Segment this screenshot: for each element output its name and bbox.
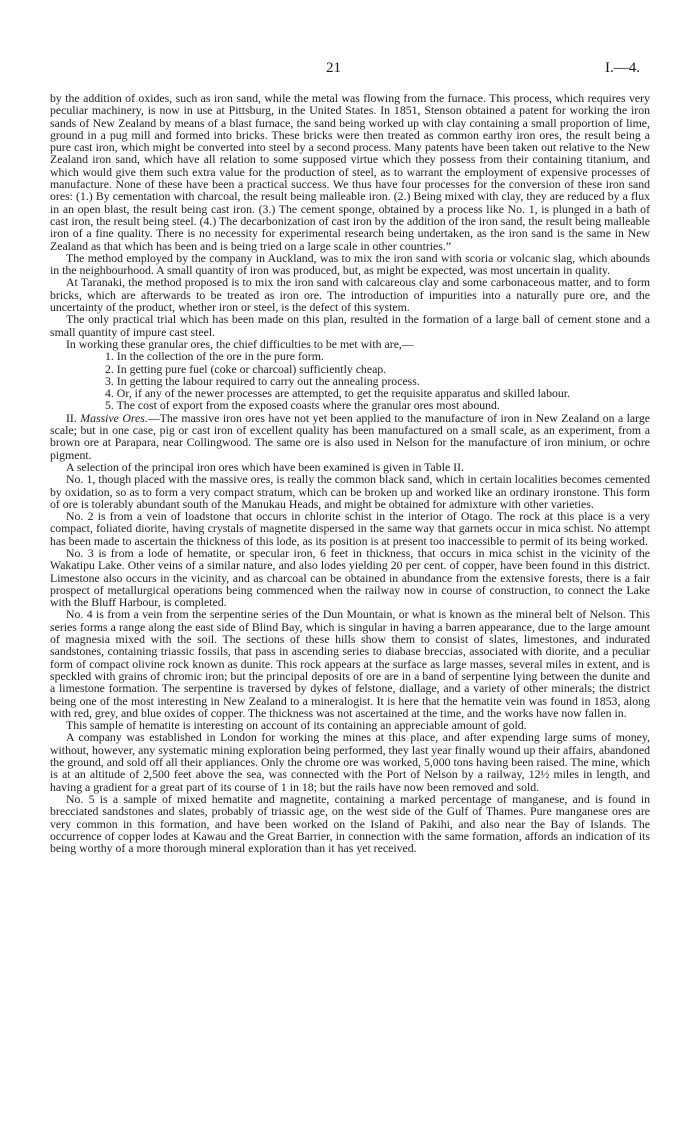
- section-label: II.: [66, 410, 77, 425]
- paragraph: At Taranaki, the method proposed is to mix the iron sand with calcareous clay and some carbonaceous matter, and to form bricks, which are afterwards to be treated as iron ore. The introduction of impurities into a naturally pure ore, and the uncertainty of the product, whether iron or steel, is the defect of this system.: [50, 275, 650, 315]
- paragraph: This sample of hematite is interesting on account of its containing an appreciable amount of gold.: [66, 718, 527, 733]
- list-item: 1. In the collection of the ore in the pure form.: [105, 349, 324, 364]
- section-title: Massive Ores.: [80, 410, 148, 425]
- page-header: [0, 60, 700, 80]
- section-text: —The massive iron ores have not yet been applied to the manufacture of iron in New Zealand on a large scale; but in one case, pig or cast iron of excellent quality has been manufactured on a small scale, as an experiment, from a brown ore at Parapara, near Collingwood. The same ore is also used in Nelson for the manufacture of iron minium, or ochre pigment.: [50, 410, 650, 462]
- list-item: 2. In getting pure fuel (coke or charcoal) sufficiently cheap.: [105, 361, 387, 376]
- paragraph: The method employed by the company in Auckland, was to mix the iron sand with scoria or volcanic slag, which abounds in the neighbourhood. A small quantity of iron was produced, but, as might be expected, was most uncertain in quality.: [50, 250, 650, 278]
- list-item: 4. Or, if any of the newer processes are attempted, to get the requisite apparatus and skilled labour.: [105, 386, 571, 401]
- paragraph: No. 3 is from a lode of hematite, or specular iron, 6 feet in thickness, that occurs in mica schist in the vicinity of the Wakatipu Lake. Other veins of a similar nature, and also lodes yielding 20 per cent. of copper, have been found in this district. Limestone also occurs in the vicinity, and as charcoal can be obtained in abundance from the extensive forests, there is a fair prospect of metallurgical operations being commenced when the railway now in course of construction, to connect the Lake with the Bluff Harbour, is completed.: [50, 545, 650, 610]
- paragraph: No. 5 is a sample of mixed hematite and magnetite, containing a marked percentage of manganese, and is found in brecciated sandstones and slates, probably of triassic age, on the west side of the Gulf of Thames. Pure manganese ores are very common in this formation, and have been worked on the Island of Pakihi, and also near the Bay of Islands. The occurrence of copper lodes at Kawau and the Great Barrier, in connection with the same formation, affords an indication of its being worthy of a more thorough mineral exploration than it has yet received.: [50, 791, 650, 856]
- paragraph: In working these granular ores, the chief difficulties to be met with are,—: [66, 336, 414, 351]
- massive-ores-paragraph: [50, 412, 650, 461]
- paragraph: No. 4 is from a vein from the serpentine series of the Dun Mountain, or what is known as the mineral belt of Nelson. This series forms a range along the east side of Blind Bay, which is singular in having a barren appearance, due to the large amount of magnesia mixed with the soil. The sections of these hills show them to consist of slates, limestones, and indurated sandstones, containing triassic fossils, that pass in ascending series to diabase breccias, associated with diorite, and a peculiar form of compact olivine rock known as dunite. This rock appears at the surface as large masses, several miles in extent, and is speckled with grains of chromic iron; but the principal deposits of ore are in a band of serpentine lying between the dunite and a limestone formation. The serpentine is traversed by dykes of felstone, diallage, and a variety of other minerals; the district being one of the most interesting in New Zealand to a mineralogist. It is here that the hematite vein was found in 1853, along with red, grey, and blue oxides of copper. The thickness was not ascertained at the time, and the works have now fallen in.: [50, 607, 650, 720]
- difficulties-list: [50, 350, 650, 411]
- document-reference: I.—4.: [605, 60, 640, 76]
- list-item: 3. In getting the labour required to carry out the annealing process.: [105, 373, 420, 388]
- paragraph: A company was established in London for working the mines at this place, and after expending large sums of money, without, however, any systematic mining exploration being performed, they last year finally wound up their affairs, abandoned the ground, and sold off all their appliances. Only the chrome ore was worked, 5,000 tons having been raised. The mine, which is at an altitude of 2,500 feet above the sea, was connected with the Port of Nelson by a railway, 12½ miles in length, and having a gradient for a great part of its course of 1 in 18; but the rails have now been removed and sold.: [50, 730, 650, 794]
- page-body: [50, 92, 650, 854]
- paragraph: A selection of the principal iron ores which have been examined is given in Table II.: [66, 459, 464, 474]
- page-number: 21: [326, 60, 341, 76]
- paragraph: by the addition of oxides, such as iron sand, while the metal was flowing from the furnace. This process, which requires very peculiar machinery, is now in use at Pittsburg, in the United States. In 1851, Stenson obtained a patent for working the iron sands of New Zealand by means of a blast furnace, the sand being worked up with clay containing a small proportion of lime, ground in a pug mill and formed into bricks. These bricks were then treated as common earthy iron ores, the result being a pure cast iron, which might be converted into steel by a second process. Many patents have been taken out relative to the New Zealand iron sand, which have all relation to some supposed virtue which they possess from their containing titanium, and which would give them such extra value for the production of steel, as to warrant the employment of expensive processes of manufacture. None of these have been a practical success. We thus have four processes for the conversion of these iron sand ores: (1.) By cementation with charcoal, the result being malleable iron. (2.) Being mixed with clay, they are reduced by a flux in an open blast, the result being cast iron. (3.) The cement sponge, obtained by a process like No. 1, is plunged in a bath of cast iron, the result being steel. (4.) The decarbonization of cast iron by the addition of the iron sand, the result being malleable iron of a fine quality. There is no necessity for experimental research being undertaken, as the iron sand is the same in New Zealand as that which has been and is being tried on a large scale in other countries.”: [50, 91, 650, 253]
- list-item: 5. The cost of export from the exposed coasts where the granular ores most abound.: [105, 398, 500, 413]
- paragraph: The only practical trial which has been made on this plan, resulted in the formation of a large ball of cement stone and a small quantity of impure cast steel.: [50, 312, 650, 339]
- paragraph: No. 1, though placed with the massive ores, is really the common black sand, which in certain localities becomes cemented by oxidation, so as to form a very compact stratum, which can be broken up and worked like an ordinary ironstone. This form of ore is tolerably abundant south of the Manukau Heads, and might be obtained for admixture with other varieties.: [50, 472, 650, 511]
- paragraph: No. 2 is from a vein of loadstone that occurs in chlorite schist in the interior of Otago. The rock at this place is a very compact, foliated diorite, having crystals of magnetite dispersed in the same way that garnets occur in mica schist. No attempt has been made to ascertain the thickness of this lode, as its position is at present too inaccessible to permit of its being worked.: [50, 509, 650, 548]
